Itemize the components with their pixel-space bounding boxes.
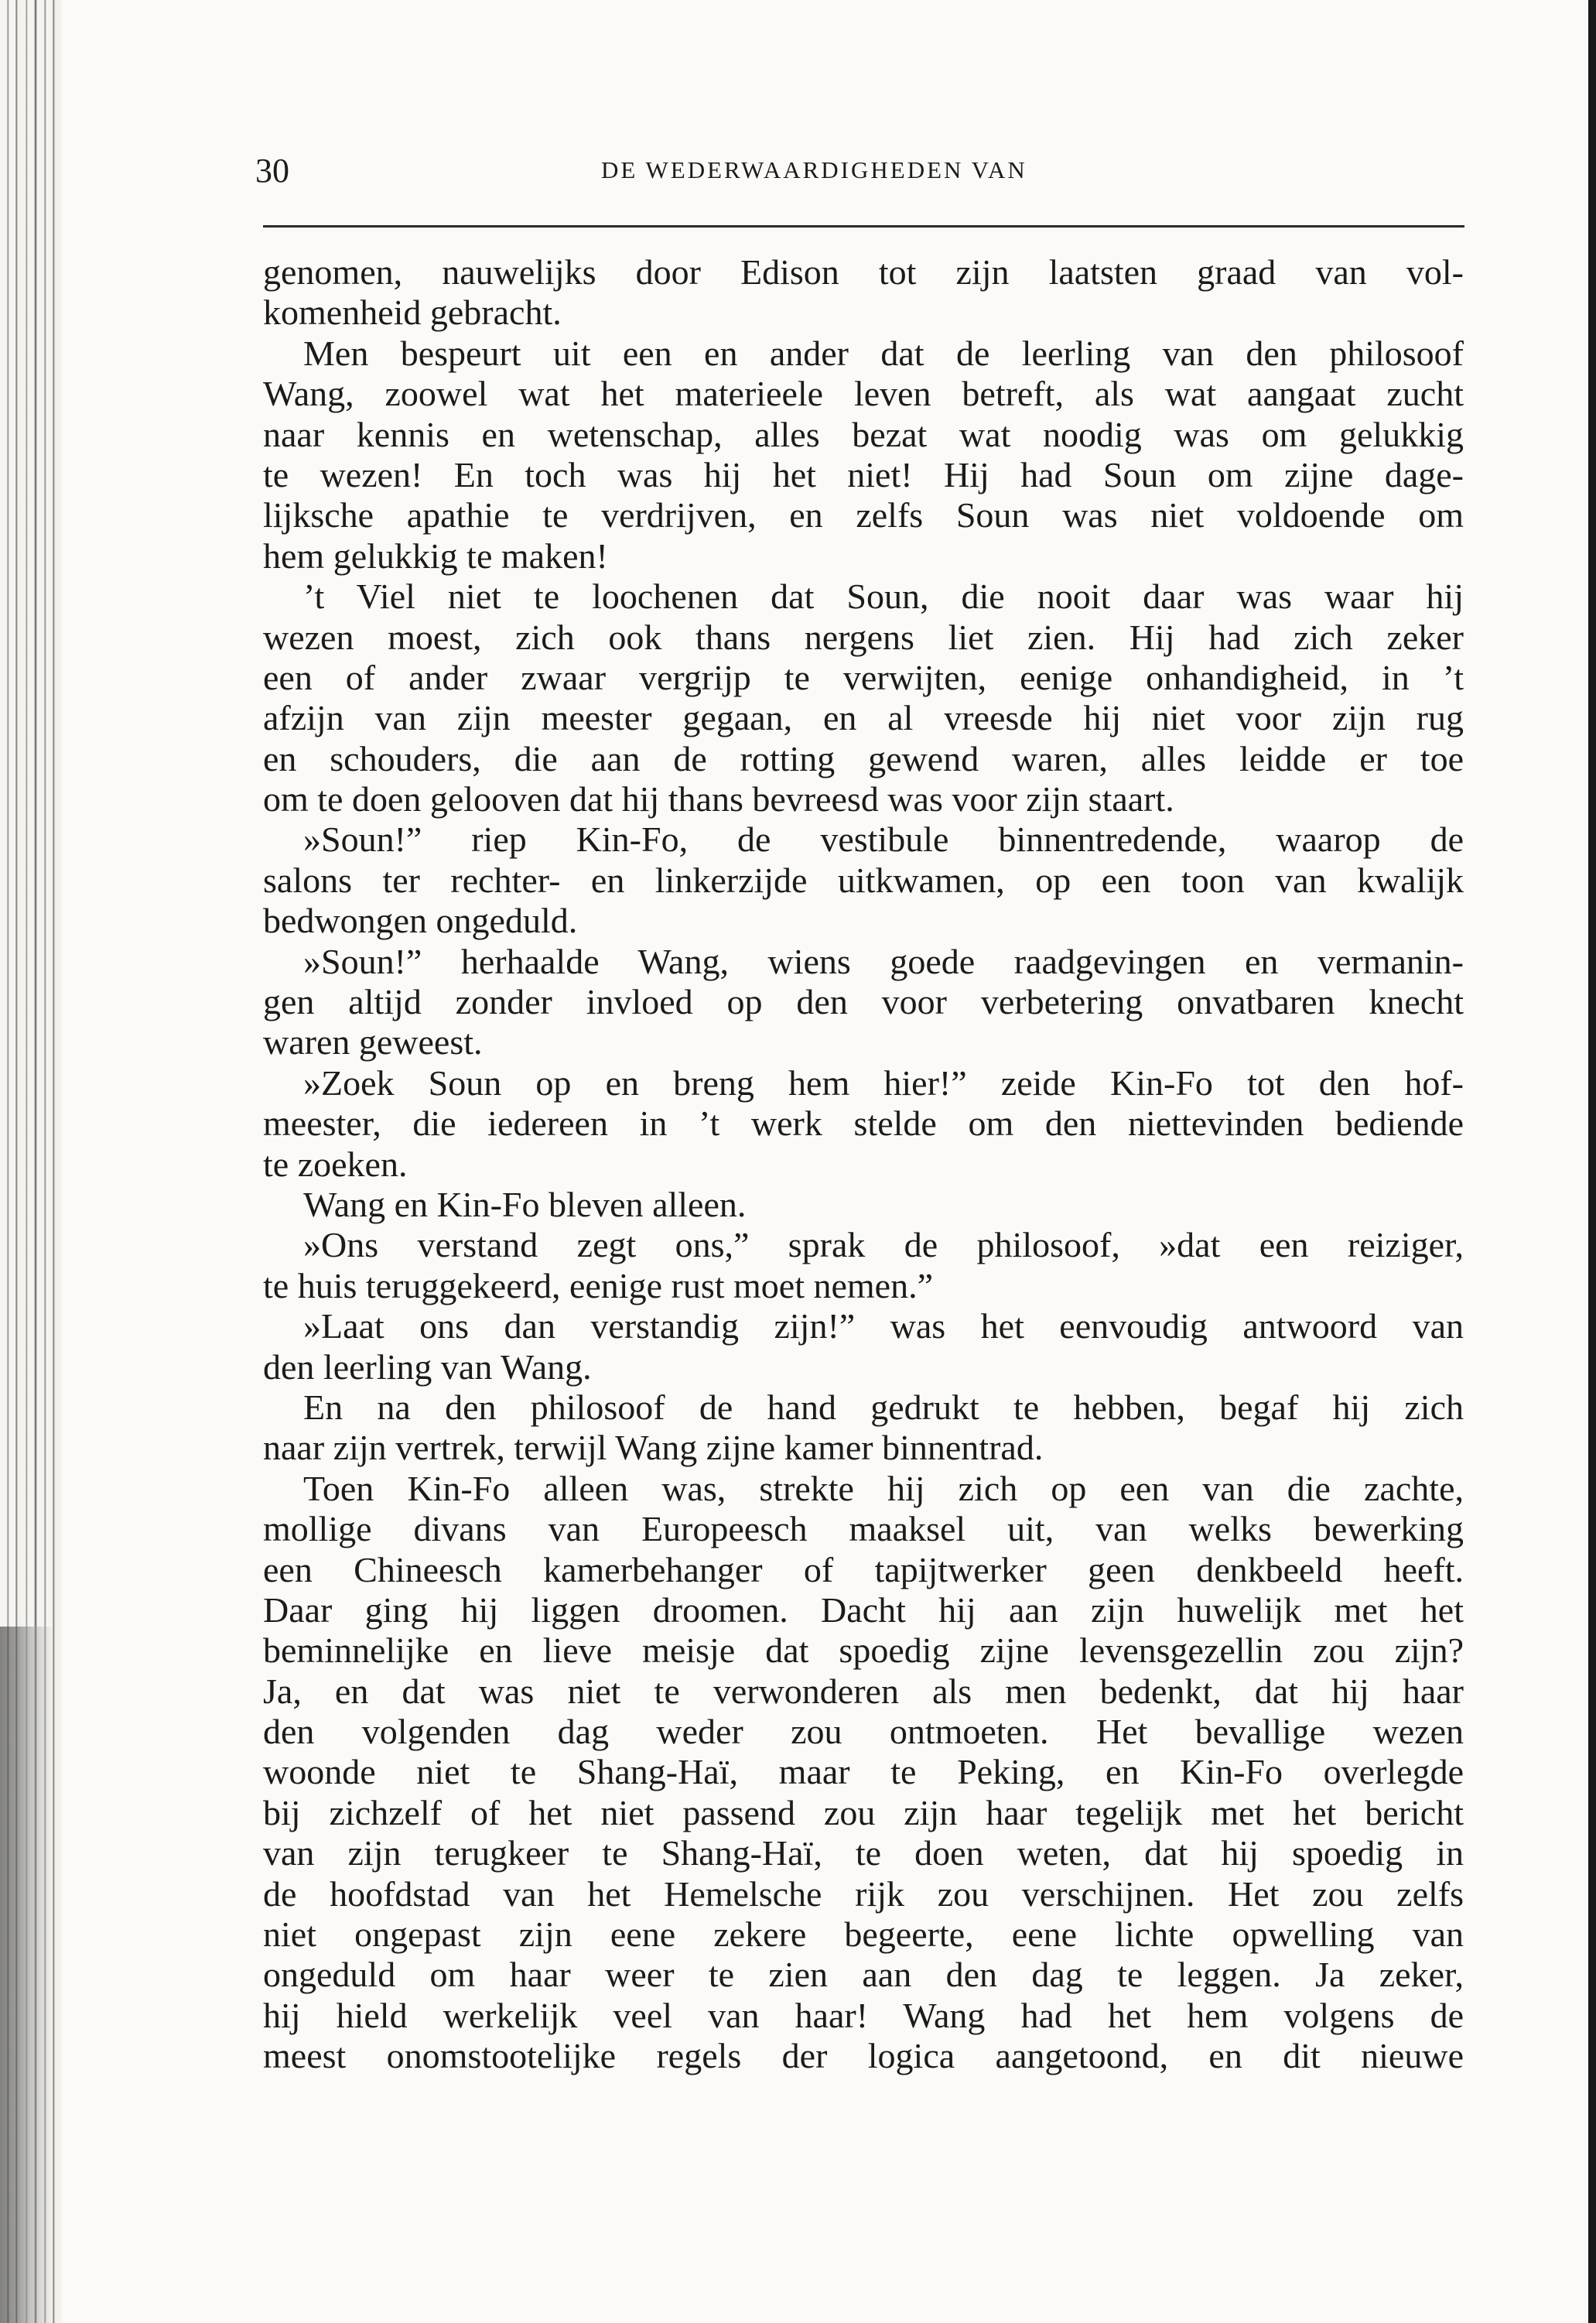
text-line: woonde niet te Shang-Haï, maar te Peking, en Kin-Fo overlegde bbox=[263, 1752, 1464, 1792]
text-line: hij hield werkelijk veel van haar! Wang had het hem volgens de bbox=[263, 1995, 1464, 2035]
text-line: naar zijn vertrek, terwijl Wang zijne kamer binnentrad. bbox=[263, 1428, 1044, 1468]
text-line: »Soun!” herhaalde Wang, wiens goede raadgevingen en vermanin- bbox=[303, 941, 1464, 981]
text-line: Toen Kin-Fo alleen was, strekte hij zich op een van die zachte, bbox=[303, 1468, 1464, 1508]
page-number: 30 bbox=[255, 152, 289, 190]
text-line: om te doen gelooven dat hij thans bevreesd was voor zijn staart. bbox=[263, 779, 1174, 819]
text-line: afzijn van zijn meester gegaan, en al vreesde hij niet voor zijn rug bbox=[263, 698, 1464, 738]
text-line: meester, die iedereen in ’t werk stelde om den niettevinden bediende bbox=[263, 1103, 1464, 1144]
text-line: bij zichzelf of het niet passend zou zijn haar tegelijk met het bericht bbox=[263, 1792, 1464, 1832]
text-line: hem gelukkig te maken! bbox=[263, 535, 608, 576]
text-line: »Ons verstand zegt ons,” sprak de philosoof, »dat een reiziger, bbox=[303, 1225, 1464, 1265]
text-line: den volgenden dag weder zou ontmoeten. Het bevallige wezen bbox=[263, 1712, 1464, 1752]
text-line: ongeduld om haar weer te zien aan den dag te leggen. Ja zeker, bbox=[263, 1955, 1464, 1995]
text-line: meest onomstootelijke regels der logica aangetoond, en dit nieuwe bbox=[263, 2036, 1464, 2076]
text-line: waren geweest. bbox=[263, 1022, 483, 1062]
text-line: En na den philosoof de hand gedrukt te hebben, begaf hij zich bbox=[303, 1387, 1464, 1427]
running-head: DE WEDERWAARDIGHEDEN VAN bbox=[601, 156, 1027, 183]
text-line: mollige divans van Europeesch maaksel uit, van welks bewerking bbox=[263, 1509, 1464, 1549]
text-line: lijksche apathie te verdrijven, en zelfs Soun was niet voldoende om bbox=[263, 495, 1464, 535]
text-line: gen altijd zonder invloed op den voor verbetering onvatbaren knecht bbox=[263, 982, 1464, 1022]
text-line: van zijn terugkeer te Shang-Haï, te doen weten, dat hij spoedig in bbox=[263, 1833, 1464, 1873]
text-line: een of ander zwaar vergrijp te verwijten, eenige onhandigheid, in ’t bbox=[263, 657, 1464, 697]
text-line: Wang en Kin-Fo bleven alleen. bbox=[303, 1184, 747, 1224]
text-line: Daar ging hij liggen droomen. Dacht hij aan zijn huwelijk met het bbox=[263, 1589, 1464, 1630]
text-line: niet ongepast zijn eene zekere begeerte, eene lichte opwelling van bbox=[263, 1914, 1464, 1955]
binding-shadow bbox=[0, 1627, 54, 2323]
text-line: Men bespeurt uit een en ander dat de leerling van den philosoof bbox=[303, 333, 1464, 373]
text-line: en schouders, die aan de rotting gewend waren, alles leidde er toe bbox=[263, 738, 1464, 778]
text-line: te wezen! En toch was hij het niet! Hij had Soun om zijne dage- bbox=[263, 454, 1464, 494]
text-line: Wang, zoowel wat het materieele leven betreft, als wat aangaat zucht bbox=[263, 374, 1464, 414]
text-line: de hoofdstad van het Hemelsche rijk zou verschijnen. Het zou zelfs bbox=[263, 1873, 1464, 1914]
text-line: te huis teruggekeerd, eenige rust moet nemen.” bbox=[263, 1265, 934, 1305]
text-line: wezen moest, zich ook thans nergens liet zien. Hij had zich zeker bbox=[263, 617, 1464, 657]
text-line: bedwongen ongeduld. bbox=[263, 901, 578, 941]
body-text bbox=[263, 252, 1464, 2077]
text-line: ’t Viel niet te loochenen dat Soun, die nooit daar was waar hij bbox=[303, 576, 1464, 617]
text-line: den leerling van Wang. bbox=[263, 1346, 592, 1387]
text-line: »Soun!” riep Kin-Fo, de vestibule binnentredende, waarop de bbox=[303, 819, 1464, 860]
text-line: komenheid gebracht. bbox=[263, 293, 562, 333]
text-line: een Chineesch kamerbehanger of tapijtwerker geen denkbeeld heeft. bbox=[263, 1549, 1464, 1589]
text-line: Ja, en dat was niet te verwonderen als men bedenkt, dat hij haar bbox=[263, 1671, 1464, 1711]
text-line: te zoeken. bbox=[263, 1144, 408, 1184]
text-line: »Zoek Soun op en breng hem hier!” zeide Kin-Fo tot den hof- bbox=[303, 1062, 1464, 1103]
text-line: naar kennis en wetenschap, alles bezat wat noodig was om gelukkig bbox=[263, 414, 1464, 454]
text-line: genomen, nauwelijks door Edison tot zijn laatsten graad van vol- bbox=[263, 252, 1464, 292]
page-right-edge bbox=[1588, 0, 1596, 2323]
text-line: salons ter rechter- en linkerzijde uitkwamen, op een toon van kwalijk bbox=[263, 860, 1464, 900]
text-line: »Laat ons dan verstandig zijn!” was het eenvoudig antwoord van bbox=[303, 1306, 1464, 1346]
header-rule bbox=[263, 225, 1464, 228]
text-line: beminnelijke en lieve meisje dat spoedig zijne levensgezellin zou zijn? bbox=[263, 1630, 1464, 1671]
